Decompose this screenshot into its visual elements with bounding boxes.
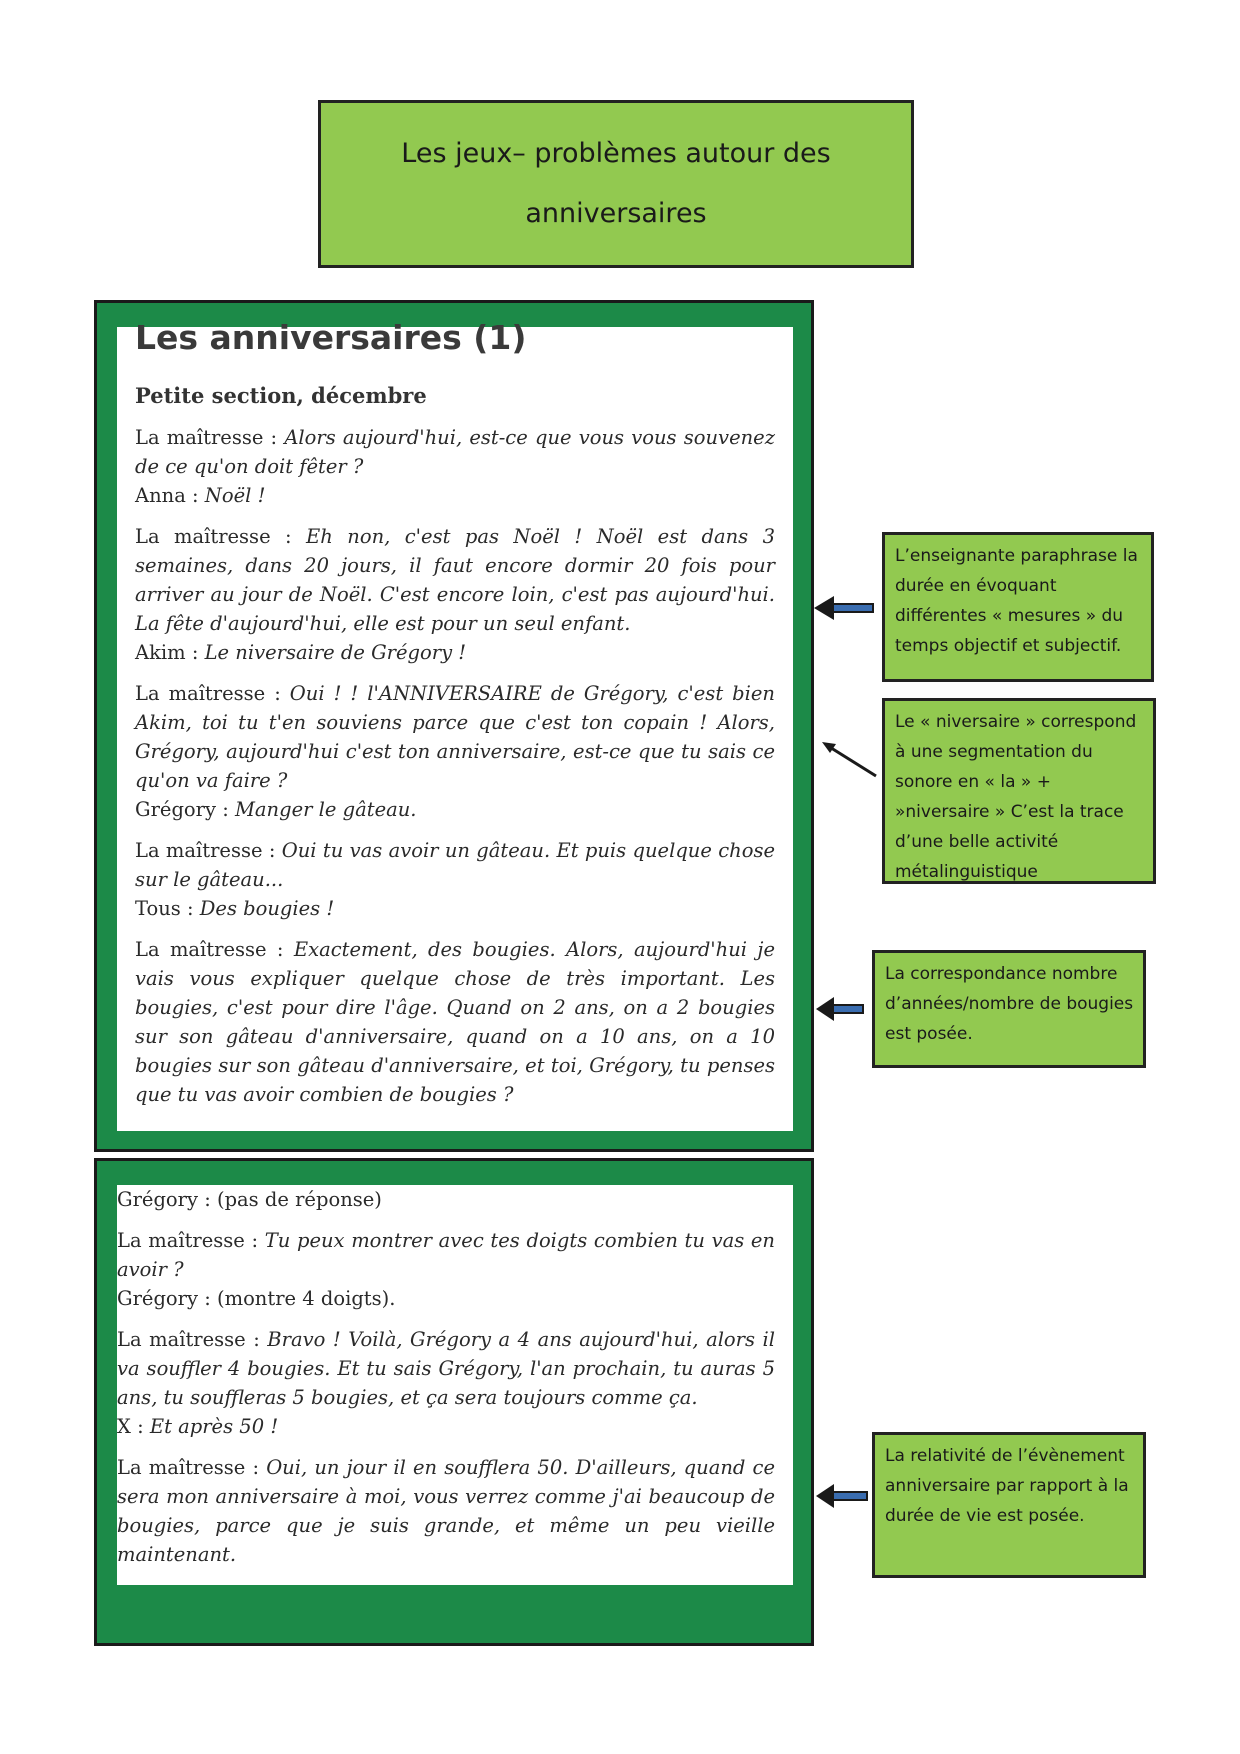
speech-text: Bravo ! Voilà, Grégory a 4 ans aujourd'hui, alors il va souffler 4 bougies. Et tu sais Grégory, l'an prochain, tu auras 5 ans, tu souffleras 5 bougies, et ça sera toujours comme ça. — [117, 1328, 775, 1409]
speaker-name: La maîtresse : — [117, 1328, 268, 1351]
speech-text: Tu peux montrer avec tes doigts combien tu vas en avoir ? — [117, 1229, 775, 1281]
annotation-note-4: La relativité de l’évènement anniversaire par rapport à la durée de vie est posée. — [872, 1432, 1146, 1578]
dialogue-line — [117, 1185, 775, 1214]
speaker-name: Anna : — [135, 484, 205, 507]
arrow-left-icon — [814, 1484, 870, 1508]
speech-text: Eh non, c'est pas Noël ! Noël est dans 3 semaines, dans 20 jours, il faut encore dormir 20 fois pour arriver au jour de Noël. C'est encore loin, c'est pas aujourd'hui. La fête d'aujourd'hui, elle est pour un seul enfant. — [135, 525, 775, 635]
dialogue-line — [135, 679, 775, 795]
speaker-name: La maîtresse : — [135, 839, 282, 862]
excerpt-title: Les anniversaires (1) — [135, 318, 527, 357]
dialogue-line — [117, 1284, 775, 1313]
speaker-name: Akim : — [135, 641, 205, 664]
dialogue-line — [135, 836, 775, 894]
speech-text: Le niversaire de Grégory ! — [204, 641, 467, 664]
annotation-note-3: La correspondance nombre d’années/nombre de bougies est posée. — [872, 950, 1146, 1068]
dialogue-line — [117, 1325, 775, 1412]
speaker-name: Grégory : — [135, 798, 235, 821]
speaker-name: La maîtresse : — [135, 938, 294, 961]
page-title-line-2: anniversaires — [525, 198, 707, 229]
speaker-name: Tous : — [135, 897, 200, 920]
speech-text: (pas de réponse) — [216, 1188, 382, 1211]
excerpt-panel-2 — [94, 1158, 814, 1646]
speech-text: Manger le gâteau. — [234, 798, 417, 821]
speech-text: Noël ! — [204, 484, 266, 507]
dialogue-paragraph — [117, 1453, 775, 1569]
page-title-line-1: Les jeux– problèmes autour des — [401, 138, 831, 169]
dialogue-line — [135, 423, 775, 481]
speaker-name: Grégory : — [117, 1188, 217, 1211]
arrow-diagonal-icon — [818, 738, 878, 778]
excerpt-sheet-1 — [117, 318, 793, 1131]
dialogue-line — [135, 638, 775, 667]
dialogue-paragraph — [117, 1185, 775, 1214]
dialogue-line — [135, 894, 775, 923]
annotation-note-2: Le « niversaire » correspond à une segmentation du sonore en « la » + »niversaire » C’est la trace d’une belle activité métalinguistique — [882, 698, 1156, 884]
dialogue-paragraph — [117, 1226, 775, 1313]
dialogue-line — [117, 1412, 775, 1441]
speech-text: (montre 4 doigts). — [216, 1287, 396, 1310]
dialogue-line — [117, 1226, 775, 1284]
dialogue-line — [135, 481, 775, 510]
speech-text: Et après 50 ! — [149, 1415, 279, 1438]
dialogue-paragraph — [135, 679, 775, 824]
excerpt-subtitle: Petite section, décembre — [135, 383, 427, 408]
dialogue-paragraph — [135, 423, 775, 510]
speaker-name: La maîtresse : — [117, 1456, 267, 1479]
speaker-name: La maîtresse : — [135, 525, 307, 548]
arrow-left-icon — [814, 997, 866, 1021]
speaker-name: La maîtresse : — [135, 426, 285, 449]
speech-text: Exactement, des bougies. Alors, aujourd'hui je vais vous expliquer quelque chose de très important. Les bougies, c'est pour dire l'âge. Quand on 2 ans, on a 2 bougies sur son gâteau d'anniversaire, quand on a 10 ans, on a 10 bougies sur son gâteau d'anniversaire, et toi, Grégory, tu penses que tu vas avoir combien de bougies ? — [135, 938, 775, 1106]
speech-text: Oui, un jour il en soufflera 50. D'ailleurs, quand ce sera mon anniversaire à moi, vous verrez comme j'ai beaucoup de bougies, parce que je suis grande, et même un peu vieille maintenant. — [117, 1456, 775, 1566]
speech-text: Des bougies ! — [199, 897, 335, 920]
dialogue-line — [135, 935, 775, 1109]
dialogue-line — [135, 795, 775, 824]
speech-text: Oui ! ! l'ANNIVERSAIRE de Grégory, c'est bien Akim, toi tu t'en souviens parce que c'est ton copain ! Alors, Grégory, aujourd'hui c'est ton anniversaire, est-ce que tu sais ce qu'on va faire ? — [135, 682, 775, 792]
dialogue-paragraph — [135, 836, 775, 923]
excerpt-panel-1 — [94, 300, 814, 1152]
page-title-box — [318, 100, 914, 268]
annotation-note-1: L’enseignante paraphrase la durée en évoquant différentes « mesures » du temps objectif et subjectif. — [882, 532, 1154, 682]
dialogue-paragraph — [135, 935, 775, 1109]
dialogue-paragraph — [135, 522, 775, 667]
speaker-name: La maîtresse : — [117, 1229, 265, 1252]
speaker-name: La maîtresse : — [135, 682, 290, 705]
dialogue-page-2 — [117, 1185, 775, 1569]
speaker-name: X : — [117, 1415, 150, 1438]
speech-text: Oui tu vas avoir un gâteau. Et puis quelque chose sur le gâteau... — [135, 839, 775, 891]
speaker-name: Grégory : — [117, 1287, 217, 1310]
excerpt-sheet-2 — [117, 1185, 793, 1585]
dialogue-line — [117, 1453, 775, 1569]
dialogue-line — [135, 522, 775, 638]
dialogue-paragraph — [117, 1325, 775, 1441]
arrow-left-icon — [812, 596, 876, 620]
dialogue-page-1 — [135, 423, 775, 1109]
speech-text: Alors aujourd'hui, est-ce que vous vous souvenez de ce qu'on doit fêter ? — [135, 426, 775, 478]
